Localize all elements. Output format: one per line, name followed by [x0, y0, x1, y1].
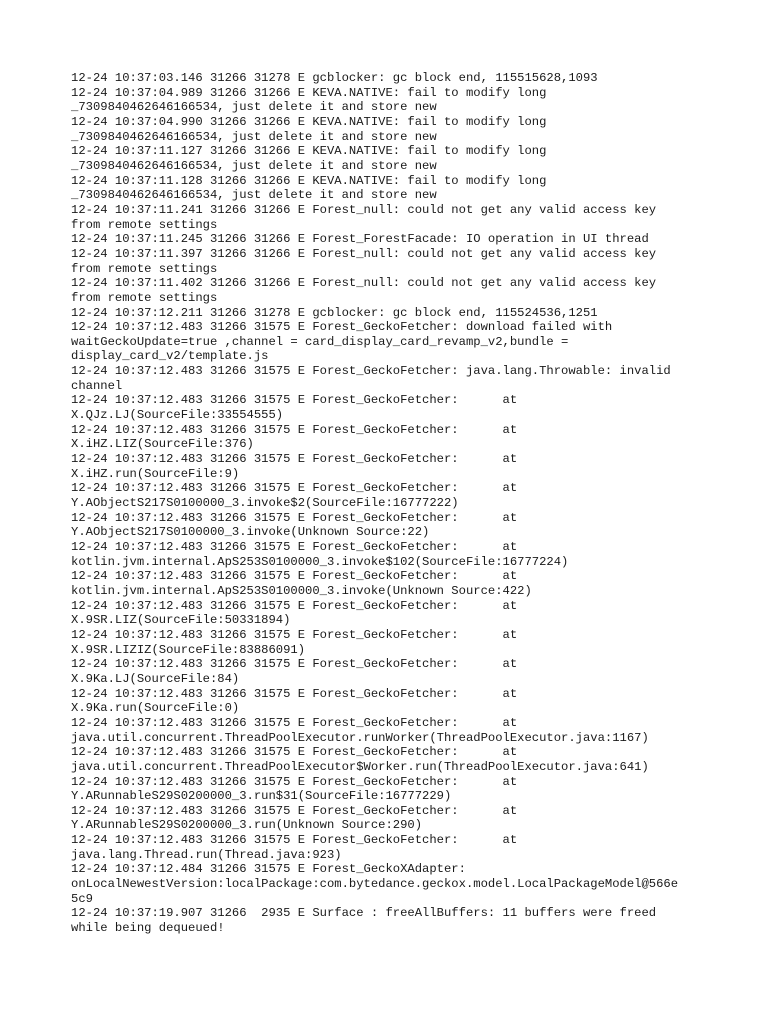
log-line: X.9SR.LIZIZ(SourceFile:83886091): [71, 642, 306, 657]
log-line: 12-24 10:37:03.146 31266 31278 E gcblocker: gc block end, 115515628,1093: [71, 71, 598, 85]
log-line: 12-24 10:37:11.127 31266 31266 E KEVA.NATIVE: fail to modify long: [71, 144, 547, 159]
log-line: 12-24 10:37:12.211 31266 31278 E gcblocker: gc block end, 115524536,1251: [71, 305, 598, 320]
log-line: _7309840462646166534, just delete it and store new: [71, 129, 437, 144]
log-line: 12-24 10:37:11.397 31266 31266 E Forest_null: could not get any valid access key: [71, 246, 657, 261]
log-line: 12-24 10:37:04.989 31266 31266 E KEVA.NATIVE: fail to modify long: [71, 85, 547, 100]
log-document: [71, 71, 711, 936]
log-line: Y.AObjectS217S0100000_3.invoke(Unknown Source:22): [71, 525, 430, 540]
log-line: 12-24 10:37:12.484 31266 31575 E Forest_GeckoXAdapter:: [71, 862, 466, 877]
log-line: java.lang.Thread.run(Thread.java:923): [71, 847, 342, 862]
log-line: 12-24 10:37:12.483 31266 31575 E Forest_GeckoFetcher: java.lang.Throwable: invalid: [71, 364, 671, 379]
log-line: 12-24 10:37:11.402 31266 31266 E Forest_null: could not get any valid access key: [71, 276, 657, 291]
log-line: 12-24 10:37:12.483 31266 31575 E Forest_GeckoFetcher: at: [71, 657, 518, 672]
log-line: 12-24 10:37:12.483 31266 31575 E Forest_GeckoFetcher: at: [71, 510, 518, 525]
log-line: X.iHZ.LIZ(SourceFile:376): [71, 437, 254, 452]
log-line: 12-24 10:37:12.483 31266 31575 E Forest_GeckoFetcher: at: [71, 481, 518, 496]
log-line: display_card_v2/template.js: [71, 349, 269, 364]
log-line: X.9Ka.LJ(SourceFile:84): [71, 671, 240, 686]
log-line: 12-24 10:37:12.483 31266 31575 E Forest_GeckoFetcher: at: [71, 686, 518, 701]
log-line: _7309840462646166534, just delete it and store new: [71, 100, 437, 115]
log-line: 12-24 10:37:12.483 31266 31575 E Forest_GeckoFetcher: at: [71, 833, 518, 848]
log-line: 12-24 10:37:12.483 31266 31575 E Forest_GeckoFetcher: at: [71, 452, 518, 467]
log-line: 5c9: [71, 891, 93, 906]
log-line: kotlin.jvm.internal.ApS253S0100000_3.invoke(Unknown Source:422): [71, 583, 532, 598]
log-line: X.9Ka.run(SourceFile:0): [71, 701, 240, 716]
log-line: 12-24 10:37:04.990 31266 31266 E KEVA.NATIVE: fail to modify long: [71, 114, 547, 129]
log-line: 12-24 10:37:12.483 31266 31575 E Forest_GeckoFetcher: at: [71, 774, 518, 789]
log-line: Y.AObjectS217S0100000_3.invoke$2(SourceFile:16777222): [71, 496, 459, 511]
log-line: from remote settings: [71, 261, 218, 276]
log-line: X.iHZ.run(SourceFile:9): [71, 466, 240, 481]
log-line: 12-24 10:37:11.241 31266 31266 E Forest_null: could not get any valid access key: [71, 202, 657, 217]
log-line: 12-24 10:37:12.483 31266 31575 E Forest_GeckoFetcher: at: [71, 569, 518, 584]
log-line: onLocalNewestVersion:localPackage:com.bytedance.geckox.model.LocalPackageModel@566e: [71, 877, 679, 892]
log-line: channel: [71, 378, 123, 393]
log-line: java.util.concurrent.ThreadPoolExecutor.runWorker(ThreadPoolExecutor.java:1167): [71, 730, 649, 745]
log-line: 12-24 10:37:12.483 31266 31575 E Forest_GeckoFetcher: download failed with: [71, 320, 613, 335]
log-line: 12-24 10:37:12.483 31266 31575 E Forest_GeckoFetcher: at: [71, 598, 518, 613]
log-line: waitGeckoUpdate=true ,channel = card_display_card_revamp_v2,bundle =: [71, 334, 569, 349]
log-line: 12-24 10:37:12.483 31266 31575 E Forest_GeckoFetcher: at: [71, 540, 518, 554]
log-line: X.QJz.LJ(SourceFile:33554555): [71, 408, 284, 423]
log-line: 12-24 10:37:19.907 31266 2935 E Surface : freeAllBuffers: 11 buffers were freed: [71, 906, 657, 921]
log-line: 12-24 10:37:11.245 31266 31266 E Forest_ForestFacade: IO operation in UI thread: [71, 232, 649, 247]
log-line: from remote settings: [71, 217, 218, 232]
log-line: X.9SR.LIZ(SourceFile:50331894): [71, 613, 291, 628]
log-line: _7309840462646166534, just delete it and store new: [71, 188, 437, 203]
log-line: Y.ARunnableS29S0200000_3.run$31(SourceFile:16777229): [71, 789, 452, 804]
log-line: 12-24 10:37:12.483 31266 31575 E Forest_GeckoFetcher: at: [71, 745, 518, 760]
log-line: 12-24 10:37:11.128 31266 31266 E KEVA.NATIVE: fail to modify long: [71, 173, 547, 188]
log-line: 12-24 10:37:12.483 31266 31575 E Forest_GeckoFetcher: at: [71, 422, 518, 437]
log-line: 12-24 10:37:12.483 31266 31575 E Forest_GeckoFetcher: at: [71, 715, 518, 730]
log-line: from remote settings: [71, 290, 218, 305]
log-line: kotlin.jvm.internal.ApS253S0100000_3.invoke$102(SourceFile:16777224): [71, 554, 569, 569]
log-line: 12-24 10:37:12.483 31266 31575 E Forest_GeckoFetcher: at: [71, 627, 518, 642]
log-line: 12-24 10:37:12.483 31266 31575 E Forest_GeckoFetcher: at: [71, 393, 518, 408]
log-line: _7309840462646166534, just delete it and store new: [71, 158, 437, 173]
log-line: while being dequeued!: [71, 921, 225, 936]
log-line: 12-24 10:37:12.483 31266 31575 E Forest_GeckoFetcher: at: [71, 803, 518, 818]
log-line: java.util.concurrent.ThreadPoolExecutor$Worker.run(ThreadPoolExecutor.java:641): [71, 759, 649, 774]
log-line: Y.ARunnableS29S0200000_3.run(Unknown Source:290): [71, 818, 423, 833]
